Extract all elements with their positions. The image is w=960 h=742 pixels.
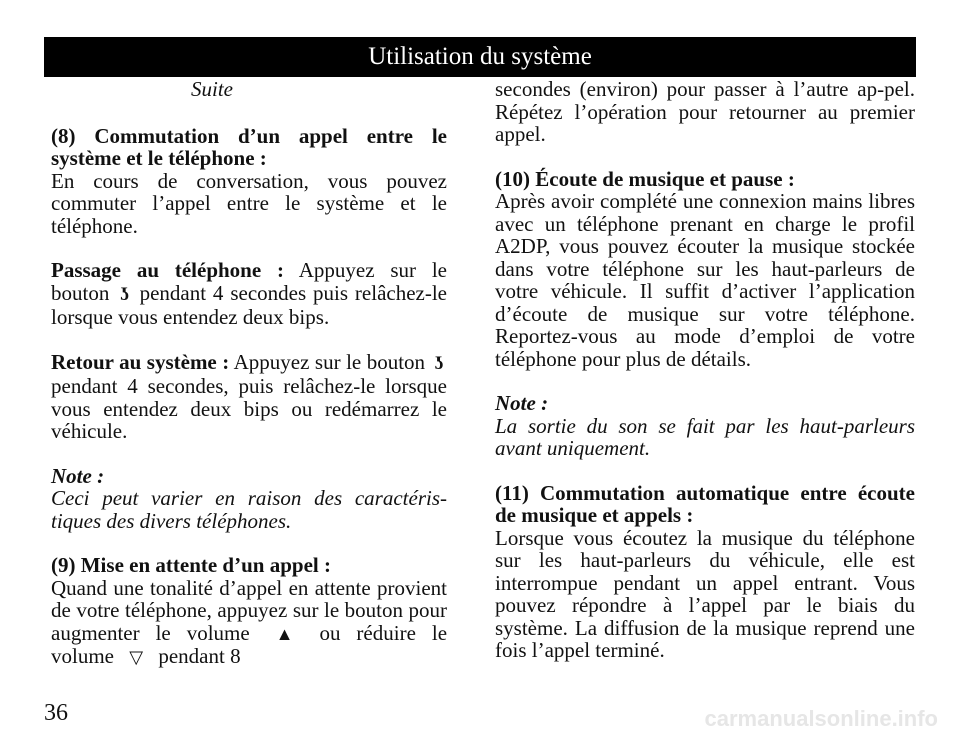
pass-to-phone-text-2: pendant 4 secondes puis relâchez-le lorsque vous entendez deux bips. xyxy=(51,280,447,329)
page-number: 36 xyxy=(44,700,68,726)
note-label: Note : xyxy=(51,463,105,488)
section-10-body: Après avoir complété une connexion mains libres avec un téléphone prenant en charge le profil A2DP, vous pouvez écouter la musique stockée dans votre téléphone sur les haut-parleurs de votre véhicule. Il suffit d’activer l’application d’écoute de musique sur votre téléphone. Reportez-vous au mode d’emploi de votre téléphone pour plus de détails. xyxy=(495,189,915,371)
section-9-heading: (9) Mise en attente d’un appel : xyxy=(51,553,331,577)
note-text: Ceci peut varier en raison des caractéris-tiques des divers téléphones. xyxy=(51,486,447,533)
section-header xyxy=(44,37,916,77)
section-11-body: Lorsque vous écoutez la musique du téléphone sur les haut-parleurs du véhicule, elle est interrompue pendant un appel entrant. Vous pouvez répondre à l’appel par le biais du système. La diffusion de la musique reprend une fois l’appel terminé. xyxy=(495,525,915,662)
section-9-continuation: secondes (environ) pour passer à l’autre ap-pel. Répétez l’opération pour retourner au premier appel. xyxy=(495,77,915,146)
section-8-body: En cours de conversation, vous pouvez commuter l’appel entre le système et le téléphone. xyxy=(51,168,447,238)
return-to-system-label: Retour au système : xyxy=(51,349,230,374)
note-text: La sortie du son se fait par les haut-parleurs avant uniquement. xyxy=(495,413,915,460)
return-to-system-text: Appuyez sur le bouton xyxy=(233,349,426,374)
section-10-heading: (10) Écoute de musique et pause : xyxy=(495,166,795,191)
left-column xyxy=(51,78,447,669)
pass-to-phone-label: Passage au téléphone : xyxy=(51,258,285,282)
section-9-body xyxy=(51,577,447,669)
section-9-text-2: ou réduire le volume xyxy=(51,620,448,668)
phone-button-icon: ʖ xyxy=(120,283,129,305)
section-8-heading: (8) Commutation d’un appel entre le système et le téléphone : xyxy=(51,123,447,170)
right-column xyxy=(495,78,915,662)
phone-button-icon: ʖ xyxy=(434,352,443,374)
volume-down-icon: ▽ xyxy=(129,647,144,667)
return-to-system-paragraph xyxy=(51,351,447,443)
watermark: carmanualsonline.info xyxy=(704,706,938,731)
continued-label: Suite xyxy=(191,77,233,101)
note-label: Note : xyxy=(495,391,549,415)
section-title: Utilisation du système xyxy=(368,43,592,70)
pass-to-phone-text: Appuyez sur le bouton xyxy=(51,258,448,305)
volume-up-icon: ▲ xyxy=(275,623,294,644)
return-to-system-text-2: pendant 4 secondes, puis relâchez-le lorsque vous entendez deux bips ou redémarrez le véhicule. xyxy=(51,374,447,443)
section-11-heading: (11) Commutation automatique entre écoute de musique et appels : xyxy=(495,480,915,527)
section-9-text: Quand une tonalité d’appel en attente provient de votre téléphone, appuyez sur le bouton pour augmenter le volume xyxy=(51,575,447,645)
section-9-text-3: pendant 8 xyxy=(158,644,241,668)
pass-to-phone-paragraph xyxy=(51,259,447,329)
